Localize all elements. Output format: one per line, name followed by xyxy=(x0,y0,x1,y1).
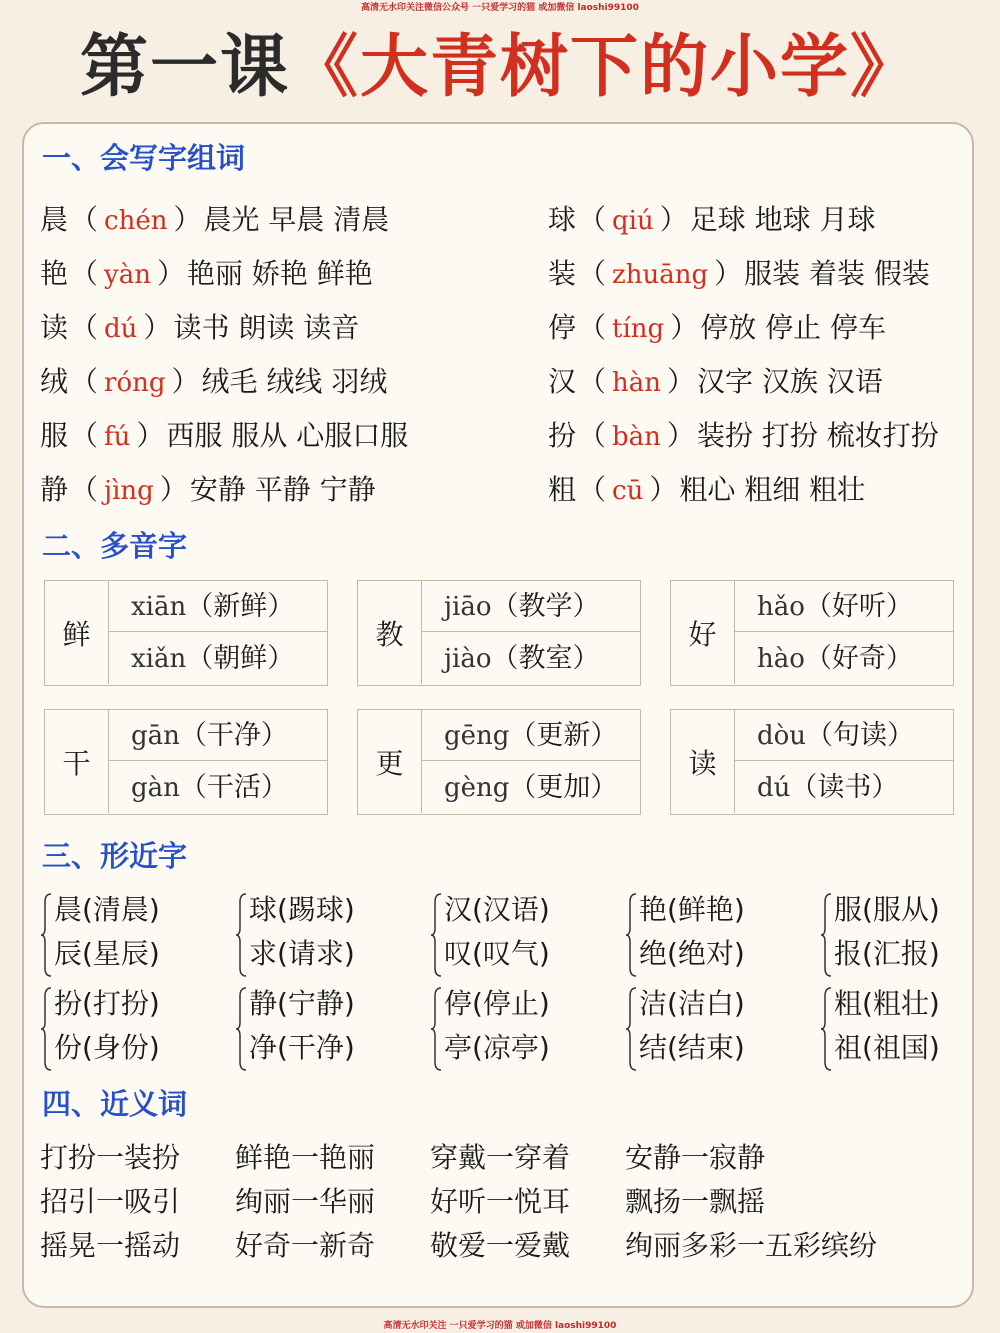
similar-char-b: 绝(绝对) xyxy=(639,937,745,970)
vocab-char: 读 xyxy=(40,311,69,344)
polyphone-char: 读 xyxy=(671,710,735,813)
vocab-row: 读（ dú ）读书 朗读 读音 xyxy=(40,308,359,349)
polyphone-char: 好 xyxy=(671,581,735,684)
vocab-char: 扮 xyxy=(548,419,577,452)
synonym-pair: 穿戴一穿着 xyxy=(430,1141,571,1174)
vocab-row: 停（ tíng ）停放 停止 停车 xyxy=(548,308,886,349)
vocab-pinyin: qiú xyxy=(612,206,654,236)
bottom-watermark: 高清无水印关注 一只爱学习的猫 或加微信 laoshi99100 xyxy=(383,1321,617,1331)
similar-pair xyxy=(625,890,805,980)
similar-pair xyxy=(235,890,415,980)
vocab-char: 球 xyxy=(548,203,577,236)
polyphone-box xyxy=(357,709,641,815)
vocab-pinyin: fú xyxy=(104,422,131,452)
brace-icon xyxy=(820,892,832,978)
synonym-pair: 敬爱一爱戴 xyxy=(430,1229,571,1262)
vocab-char: 停 xyxy=(548,311,577,344)
polyphone-reading: hào（好奇） xyxy=(757,643,913,674)
brace-icon xyxy=(625,892,637,978)
vocab-words: 装扮 打扮 梳妆打扮 xyxy=(696,419,939,452)
vocab-row: 静（ jìng ）安静 平静 宁静 xyxy=(40,470,376,511)
synonym-pair: 好听一悦耳 xyxy=(430,1185,571,1218)
similar-char-b: 结(结束) xyxy=(639,1031,745,1064)
vocab-row: 服（ fú ）西服 服从 心服口服 xyxy=(40,416,408,457)
similar-char-a: 粗(粗壮) xyxy=(834,987,940,1020)
vocab-words: 汉字 汉族 汉语 xyxy=(697,365,883,398)
vocab-pinyin: róng xyxy=(104,368,166,398)
vocab-words: 停放 停止 停车 xyxy=(700,311,887,344)
polyphone-box xyxy=(44,709,328,815)
vocab-words: 读书 朗读 读音 xyxy=(173,311,360,344)
synonym-pair: 打扮一装扮 xyxy=(40,1141,181,1174)
vocab-row: 扮（ bàn ）装扮 打扮 梳妆打扮 xyxy=(548,416,939,457)
vocab-char: 粗 xyxy=(548,473,577,506)
vocab-char: 晨 xyxy=(40,203,69,236)
polyphone-box xyxy=(670,709,954,815)
brace-icon xyxy=(40,986,52,1072)
similar-char-b: 辰(星辰) xyxy=(54,937,160,970)
similar-char-b: 亭(凉亭) xyxy=(444,1031,550,1064)
synonym-pair: 鲜艳一艳丽 xyxy=(235,1141,376,1174)
polyphone-reading: jiào（教室） xyxy=(444,643,600,674)
similar-char-a: 艳(鲜艳) xyxy=(639,893,745,926)
similar-char-b: 祖(祖国) xyxy=(834,1031,940,1064)
top-watermark: 高清无水印关注微信公众号 一只爱学习的猫 或加微信 laoshi99100 xyxy=(361,3,639,13)
vocab-row: 粗（ cū ）粗心 粗细 粗壮 xyxy=(548,470,865,511)
polyphone-char: 干 xyxy=(45,710,109,813)
polyphone-char: 鲜 xyxy=(45,581,109,684)
similar-char-a: 服(服从) xyxy=(834,893,940,926)
vocab-words: 粗心 粗细 粗壮 xyxy=(679,473,866,506)
vocab-row: 汉（ hàn ）汉字 汉族 汉语 xyxy=(548,362,883,403)
vocab-row: 绒（ róng ）绒毛 绒线 羽绒 xyxy=(40,362,387,403)
polyphone-reading: dòu（句读） xyxy=(735,710,953,761)
similar-pair xyxy=(430,984,610,1074)
brace-icon xyxy=(625,986,637,1072)
synonym-pair: 好奇一新奇 xyxy=(235,1229,376,1262)
similar-char-b: 叹(叹气) xyxy=(444,937,550,970)
brace-icon xyxy=(40,892,52,978)
similar-char-a: 球(踢球) xyxy=(249,893,355,926)
vocab-pinyin: bàn xyxy=(612,422,661,452)
similar-pair xyxy=(40,984,220,1074)
similar-char-b: 份(身份) xyxy=(54,1031,160,1064)
synonym-pair: 绚丽一华丽 xyxy=(235,1185,376,1218)
brace-icon xyxy=(235,892,247,978)
vocab-pinyin: hàn xyxy=(612,368,662,398)
vocab-pinyin: jìng xyxy=(104,476,154,506)
section-heading-vocab: 一、会写字组词 xyxy=(42,141,246,175)
vocab-pinyin: tíng xyxy=(612,314,665,344)
vocab-row: 球（ qiú ）足球 地球 月球 xyxy=(548,200,876,241)
polyphone-box xyxy=(44,580,328,686)
synonym-pair: 飘扬一飘摇 xyxy=(625,1185,766,1218)
similar-char-a: 晨(清晨) xyxy=(54,893,160,926)
vocab-pinyin: yàn xyxy=(104,260,151,290)
vocab-words: 足球 地球 月球 xyxy=(689,203,876,236)
section-heading-polyphones: 二、多音字 xyxy=(42,529,188,563)
polyphone-reading: jiāo（教学） xyxy=(422,581,640,632)
vocab-pinyin: cū xyxy=(612,476,644,506)
brace-icon xyxy=(820,986,832,1072)
lesson-title: 《大青树下的小学》 xyxy=(290,27,921,107)
lesson-number: 第一课 xyxy=(79,27,290,107)
similar-char-a: 汉(汉语) xyxy=(444,893,550,926)
vocab-words: 晨光 早晨 清晨 xyxy=(203,203,390,236)
similar-pair xyxy=(820,890,1000,980)
section-heading-synonyms: 四、近义词 xyxy=(42,1087,188,1121)
synonym-pair: 摇晃一摇动 xyxy=(40,1229,181,1262)
similar-char-b: 报(汇报) xyxy=(834,937,940,970)
similar-char-b: 求(请求) xyxy=(249,937,355,970)
similar-pair xyxy=(820,984,1000,1074)
similar-pair xyxy=(625,984,805,1074)
brace-icon xyxy=(430,892,442,978)
content-card xyxy=(22,122,974,1308)
vocab-row: 晨（ chén ）晨光 早晨 清晨 xyxy=(40,200,389,241)
polyphone-reading: gèng（更加） xyxy=(444,772,618,803)
polyphone-reading: xiǎn（朝鲜） xyxy=(131,643,295,674)
similar-char-a: 洁(洁白) xyxy=(639,987,745,1020)
vocab-row: 装（ zhuāng ）服装 着装 假装 xyxy=(548,254,930,295)
vocab-words: 安静 平静 宁静 xyxy=(189,473,376,506)
brace-icon xyxy=(430,986,442,1072)
vocab-words: 西服 服从 心服口服 xyxy=(166,419,409,452)
brace-icon xyxy=(235,986,247,1072)
similar-pair xyxy=(235,984,415,1074)
vocab-pinyin: chén xyxy=(104,206,168,236)
synonym-pair: 招引一吸引 xyxy=(40,1185,181,1218)
vocab-words: 艳丽 娇艳 鲜艳 xyxy=(186,257,373,290)
similar-char-a: 静(宁静) xyxy=(249,987,355,1020)
vocab-row: 艳（ yàn ）艳丽 娇艳 鲜艳 xyxy=(40,254,373,295)
vocab-words: 服装 着装 假装 xyxy=(744,257,930,290)
polyphone-reading: dú（读书） xyxy=(757,772,899,803)
polyphone-char: 教 xyxy=(358,581,422,684)
similar-char-b: 净(干净) xyxy=(249,1031,355,1064)
similar-char-a: 扮(打扮) xyxy=(54,987,160,1020)
polyphone-box xyxy=(357,580,641,686)
polyphone-reading: gàn（干活） xyxy=(131,772,288,803)
polyphone-box xyxy=(670,580,954,686)
polyphone-reading: hǎo（好听） xyxy=(735,581,953,632)
polyphone-reading: gān（干净） xyxy=(109,710,327,761)
polyphone-reading: xiān（新鲜） xyxy=(109,581,327,632)
polyphone-char: 更 xyxy=(358,710,422,813)
similar-pair xyxy=(430,890,610,980)
polyphone-reading: gēng（更新） xyxy=(422,710,640,761)
vocab-words: 绒毛 绒线 羽绒 xyxy=(201,365,388,398)
synonym-pair: 绚丽多彩一五彩缤纷 xyxy=(625,1229,878,1262)
similar-char-a: 停(停止) xyxy=(444,987,550,1020)
vocab-char: 绒 xyxy=(40,365,69,398)
page-title xyxy=(0,22,1000,112)
section-heading-similar: 三、形近字 xyxy=(42,839,188,873)
vocab-char: 服 xyxy=(40,419,69,452)
vocab-pinyin: dú xyxy=(104,314,138,344)
synonym-pair: 安静一寂静 xyxy=(625,1141,766,1174)
vocab-char: 艳 xyxy=(40,257,69,290)
similar-pair xyxy=(40,890,220,980)
vocab-char: 装 xyxy=(548,257,577,290)
vocab-pinyin: zhuāng xyxy=(612,260,709,290)
vocab-char: 汉 xyxy=(548,365,577,398)
vocab-char: 静 xyxy=(40,473,69,506)
